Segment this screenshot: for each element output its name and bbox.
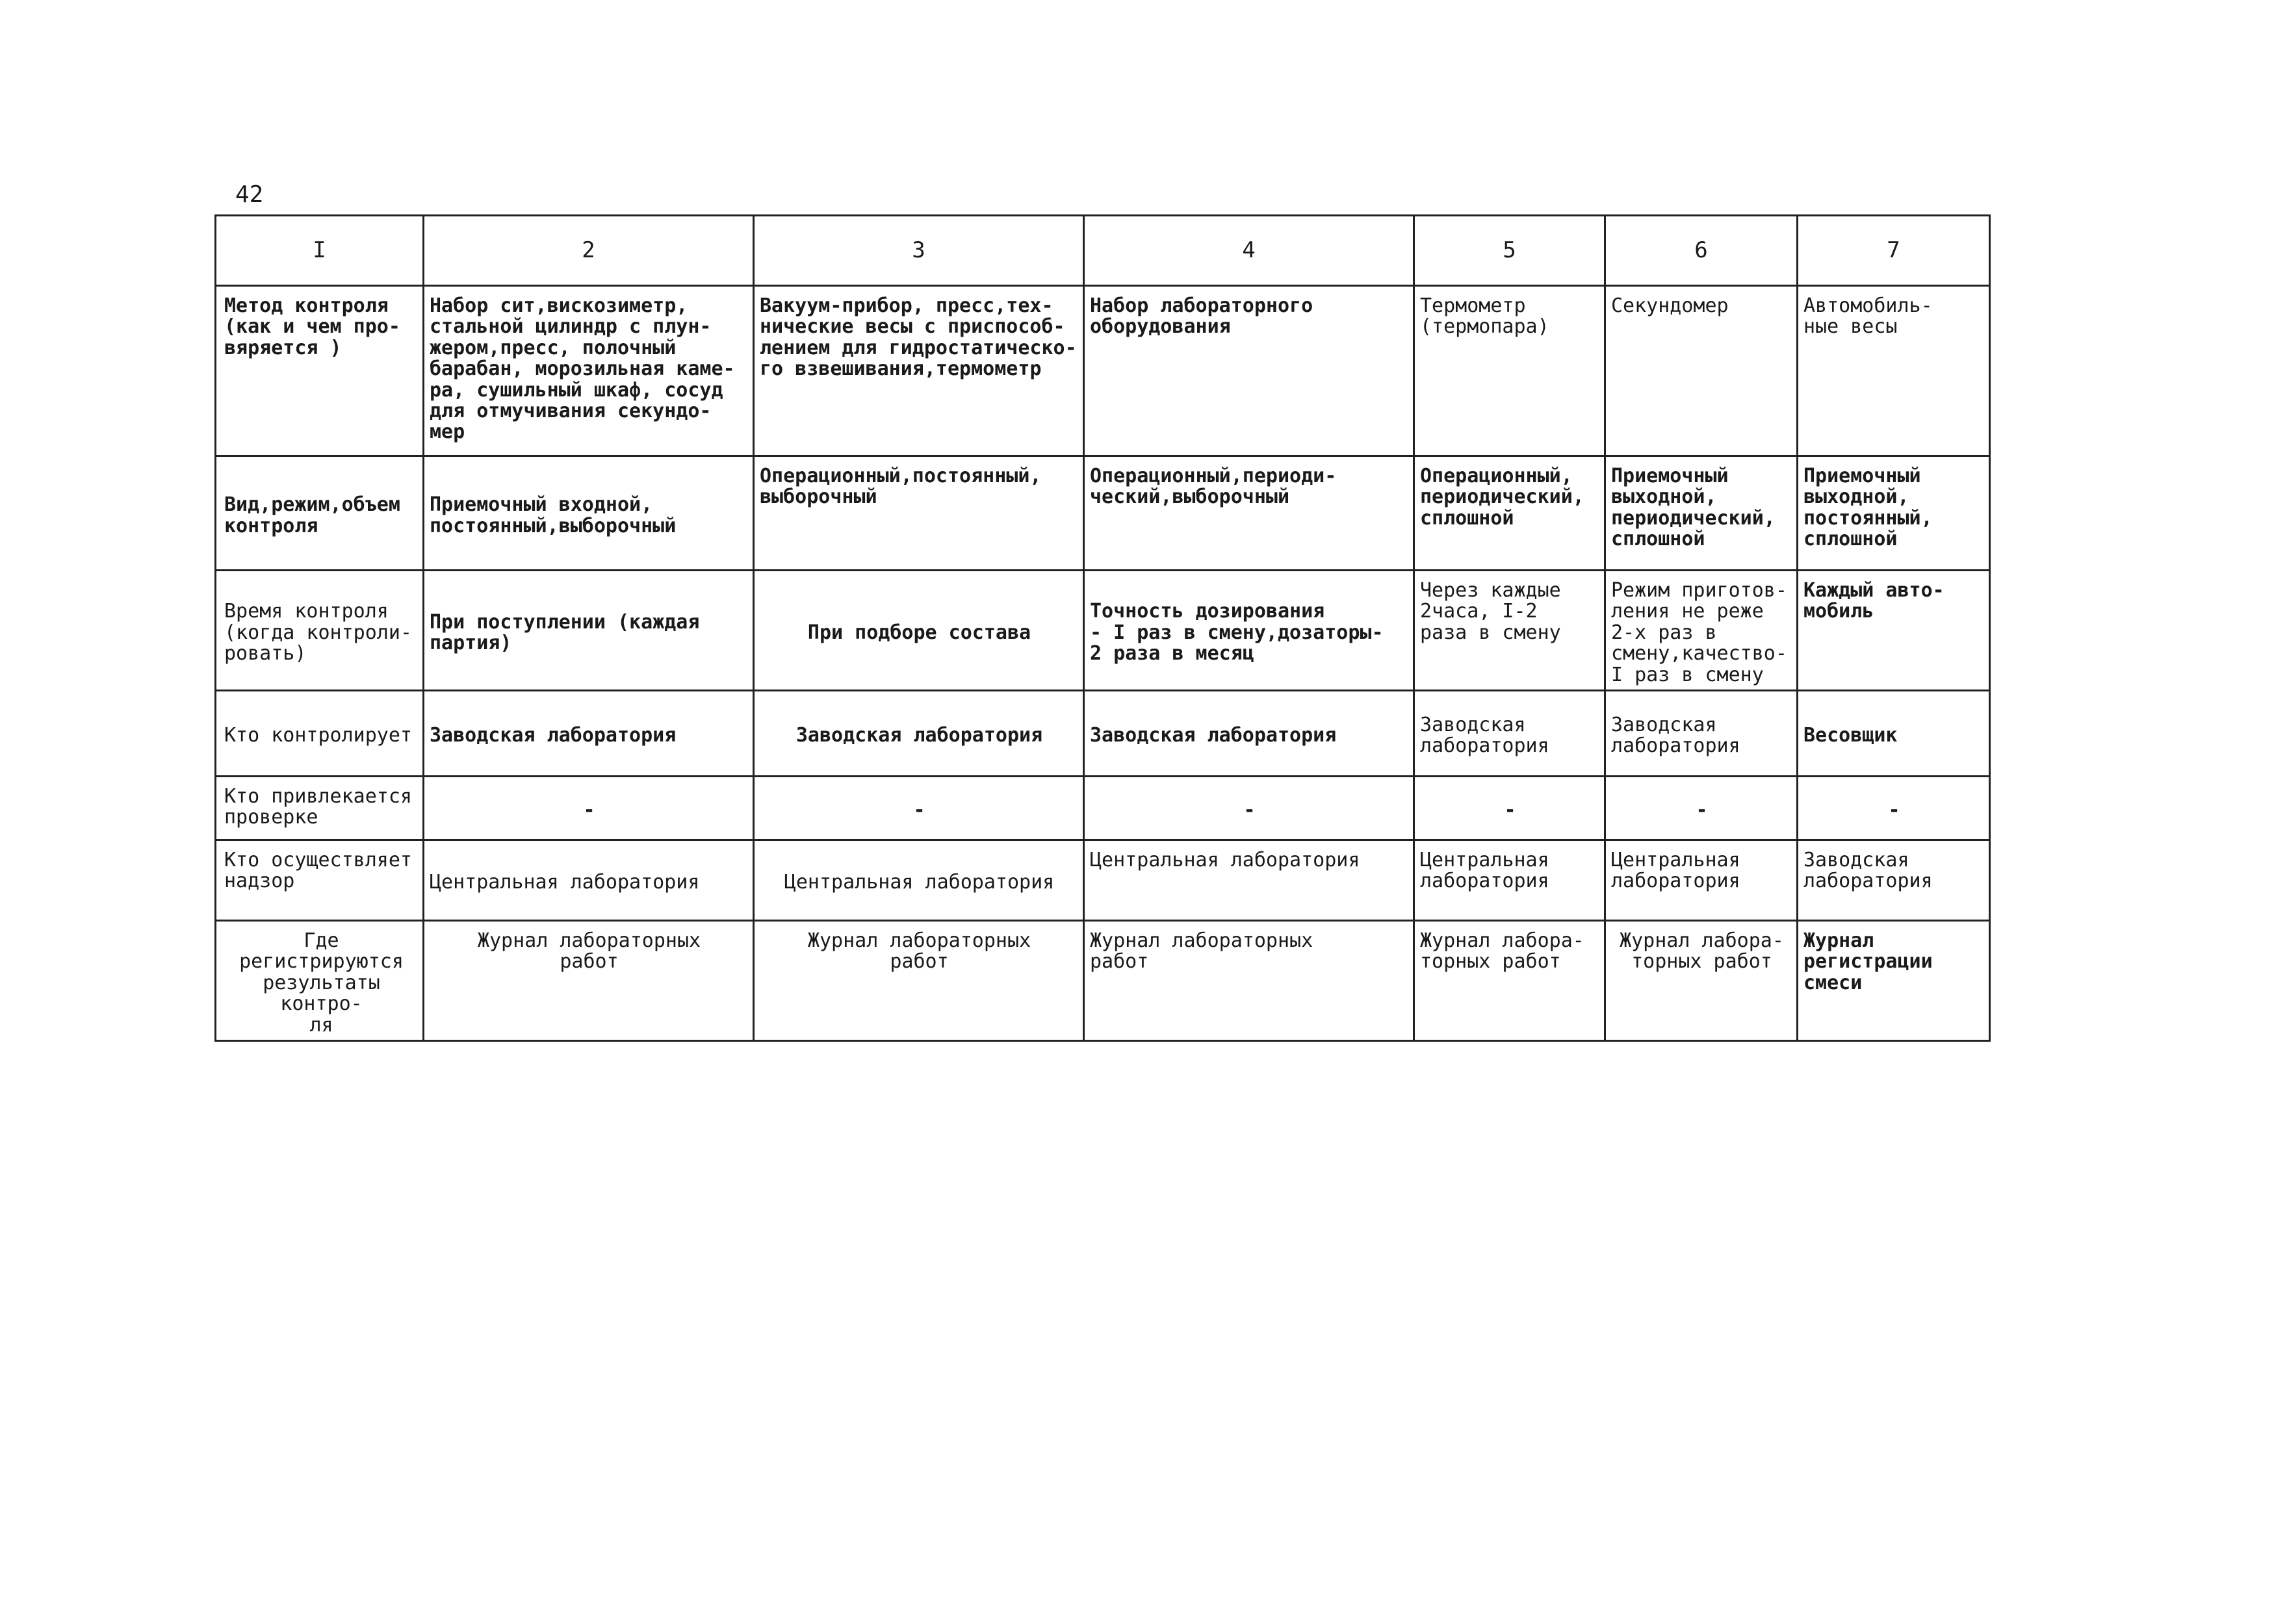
table-cell: Заводская лаборатория bbox=[424, 690, 754, 776]
table-cell: Центральная лаборатория bbox=[754, 840, 1084, 920]
table-cell: Набор лабораторного оборудования bbox=[1084, 286, 1414, 456]
table-row bbox=[216, 776, 1990, 840]
table-cell: Операционный,постоянный, выборочный bbox=[754, 456, 1084, 571]
control-table bbox=[214, 214, 1991, 1042]
table-header-row bbox=[216, 216, 1990, 286]
table-cell: Заводская лаборатория bbox=[1605, 690, 1798, 776]
row-label: Метод контроля (как и чем про- вяряется ) bbox=[216, 286, 424, 456]
table-row bbox=[216, 571, 1990, 691]
row-label: Где регистрируются результаты контро- ля bbox=[216, 920, 424, 1040]
table-cell: Операционный,периоди- ческий,выборочный bbox=[1084, 456, 1414, 571]
table-cell: При поступлении (каждая партия) bbox=[424, 571, 754, 691]
column-header: 5 bbox=[1414, 216, 1605, 286]
column-header: 2 bbox=[424, 216, 754, 286]
table-row bbox=[216, 840, 1990, 920]
table-cell: Весовщик bbox=[1798, 690, 1990, 776]
table-cell: Набор сит,вискозиметр, стальной цилиндр с плун- жером,пресс, полочный барабан, морозильная каме- ра, сушильный шкаф, сосуд для отмучивания секундо- мер bbox=[424, 286, 754, 456]
table-cell: Приемочный входной, постоянный,выборочный bbox=[424, 456, 754, 571]
column-header: 6 bbox=[1605, 216, 1798, 286]
table-cell: Приемочный выходной, периодический, сплошной bbox=[1605, 456, 1798, 571]
row-label: Кто осуществляет надзор bbox=[216, 840, 424, 920]
row-label: Кто привлекается проверке bbox=[216, 776, 424, 840]
table-cell: - bbox=[1084, 776, 1414, 840]
row-label: Кто контролирует bbox=[216, 690, 424, 776]
table-cell: Журнал лабора- торных работ bbox=[1605, 920, 1798, 1040]
table-cell: Вакуум-прибор, пресс,тех- нические весы с приспособ- лением для гидростатическо- го взвешивания,термометр bbox=[754, 286, 1084, 456]
table-cell: - bbox=[1605, 776, 1798, 840]
table-cell: Журнал регистрации смеси bbox=[1798, 920, 1990, 1040]
table-cell: Каждый авто- мобиль bbox=[1798, 571, 1990, 691]
table-cell: Журнал лабораторных работ bbox=[424, 920, 754, 1040]
table-cell: Приемочный выходной, постоянный, сплошной bbox=[1798, 456, 1990, 571]
table-row bbox=[216, 456, 1990, 571]
table-cell: Заводская лаборатория bbox=[1084, 690, 1414, 776]
row-label: Вид,режим,объем контроля bbox=[216, 456, 424, 571]
column-header: 4 bbox=[1084, 216, 1414, 286]
table-cell: Центральная лаборатория bbox=[1084, 840, 1414, 920]
table-row bbox=[216, 286, 1990, 456]
table-cell: Центральная лаборатория bbox=[1414, 840, 1605, 920]
table-cell: - bbox=[1414, 776, 1605, 840]
table-cell: Операционный, периодический, сплошной bbox=[1414, 456, 1605, 571]
table-cell: Режим приготов- ления не реже 2-х раз в смену,качество- I раз в смену bbox=[1605, 571, 1798, 691]
table-cell: Центральная лаборатория bbox=[1605, 840, 1798, 920]
table-cell: Заводская лаборатория bbox=[754, 690, 1084, 776]
table-cell: - bbox=[754, 776, 1084, 840]
table-cell: Термометр (термопара) bbox=[1414, 286, 1605, 456]
table-cell: Автомобиль- ные весы bbox=[1798, 286, 1990, 456]
row-label: Время контроля (когда контроли- ровать) bbox=[216, 571, 424, 691]
table-cell: Заводская лаборатория bbox=[1414, 690, 1605, 776]
page-number: 42 bbox=[235, 181, 264, 208]
table-cell: Журнал лабораторных работ bbox=[754, 920, 1084, 1040]
table-cell: Журнал лабора- торных работ bbox=[1414, 920, 1605, 1040]
table-cell: Через каждые 2часа, I-2 раза в смену bbox=[1414, 571, 1605, 691]
column-header: 3 bbox=[754, 216, 1084, 286]
table-cell: Центральная лаборатория bbox=[424, 840, 754, 920]
table-cell: Точность дозирования - I раз в смену,дозаторы- 2 раза в месяц bbox=[1084, 571, 1414, 691]
table-row bbox=[216, 920, 1990, 1040]
table-cell: Секундомер bbox=[1605, 286, 1798, 456]
column-header: I bbox=[216, 216, 424, 286]
column-header: 7 bbox=[1798, 216, 1990, 286]
table-cell: - bbox=[424, 776, 754, 840]
table-cell: Журнал лабораторных работ bbox=[1084, 920, 1414, 1040]
table-cell: При подборе состава bbox=[754, 571, 1084, 691]
table-cell: Заводская лаборатория bbox=[1798, 840, 1990, 920]
table-cell: - bbox=[1798, 776, 1990, 840]
table-row bbox=[216, 690, 1990, 776]
